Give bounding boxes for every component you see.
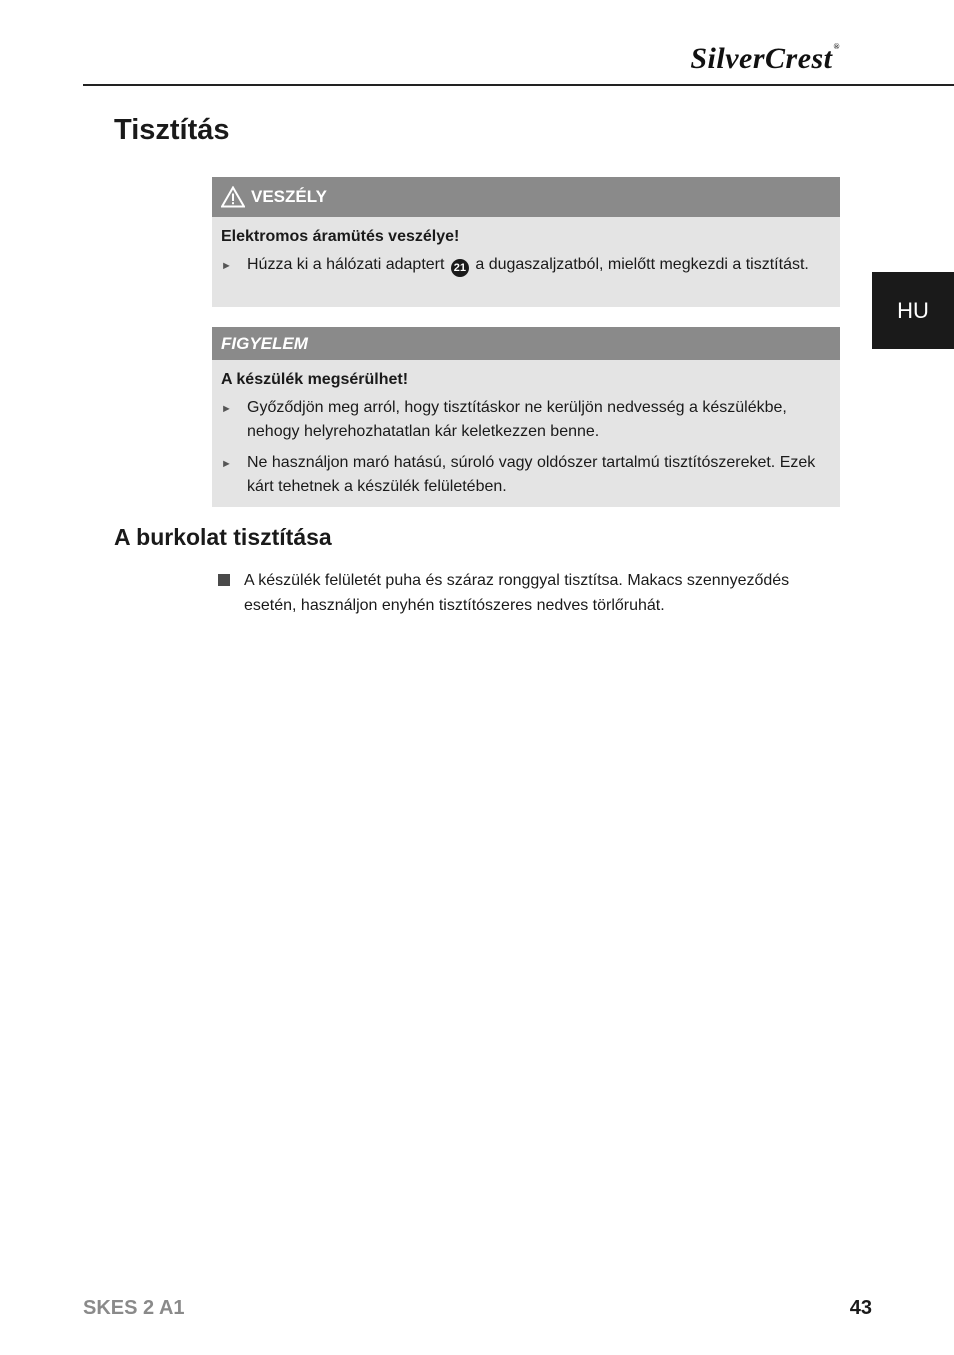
danger-box — [212, 177, 840, 307]
arrow-right-icon: ► — [221, 403, 232, 415]
section-bullet-text: A készülék felületét puha és száraz ronggyal tisztítsa. Makacs szennyeződés esetén, használjon enyhén tisztítószeres nedves törlőruhát. — [244, 572, 790, 614]
danger-item — [221, 253, 830, 278]
language-tab — [872, 272, 954, 349]
caution-label: FIGYELEM — [221, 333, 308, 353]
part-reference-badge: 21 — [451, 259, 469, 277]
caution-box-header — [212, 327, 840, 360]
danger-label: VESZÉLY — [251, 187, 327, 206]
brand-logo — [690, 42, 840, 76]
danger-subtitle: Elektromos áramütés veszélye! — [221, 228, 460, 245]
arrow-right-icon: ► — [221, 260, 232, 272]
caution-item-text: Győződjön meg arról, hogy tisztításkor ne kerüljön nedvesség a készülékbe, nehogy helyrehozhatatlan kár keletkezzen benne. — [247, 399, 787, 440]
warning-triangle-icon — [221, 186, 245, 208]
language-tab-label: HU — [897, 297, 929, 323]
danger-item-text — [247, 253, 830, 277]
arrow-right-icon: ► — [221, 458, 232, 470]
danger-item-text-after: a dugaszaljzatból, mielőtt megkezdi a tisztítást. — [475, 256, 809, 273]
caution-subtitle: A készülék megsérülhet! — [221, 371, 409, 388]
danger-box-header — [212, 177, 840, 217]
section-bullet — [218, 568, 840, 618]
page-number: 43 — [849, 1297, 872, 1319]
danger-item-text-before: Húzza ki a hálózati adaptert — [247, 256, 445, 273]
header-divider — [83, 84, 954, 86]
square-bullet-icon — [218, 574, 230, 586]
caution-item-text: Ne használjon maró hatású, súroló vagy oldószer tartalmú tisztítószereket. Ezek kárt tehetnek a készülék felületében. — [247, 454, 816, 495]
logo-text: SilverCrest — [690, 42, 833, 75]
caution-item — [221, 396, 830, 444]
danger-box-body — [212, 217, 840, 291]
page-title: Tisztítás — [114, 114, 230, 146]
section-title: A burkolat tisztítása — [114, 524, 332, 550]
logo-registered-mark: ® — [833, 42, 840, 51]
footer-model: SKES 2 A1 — [83, 1297, 185, 1319]
caution-box-body — [212, 360, 840, 512]
caution-box — [212, 327, 840, 507]
caution-item — [221, 451, 830, 499]
